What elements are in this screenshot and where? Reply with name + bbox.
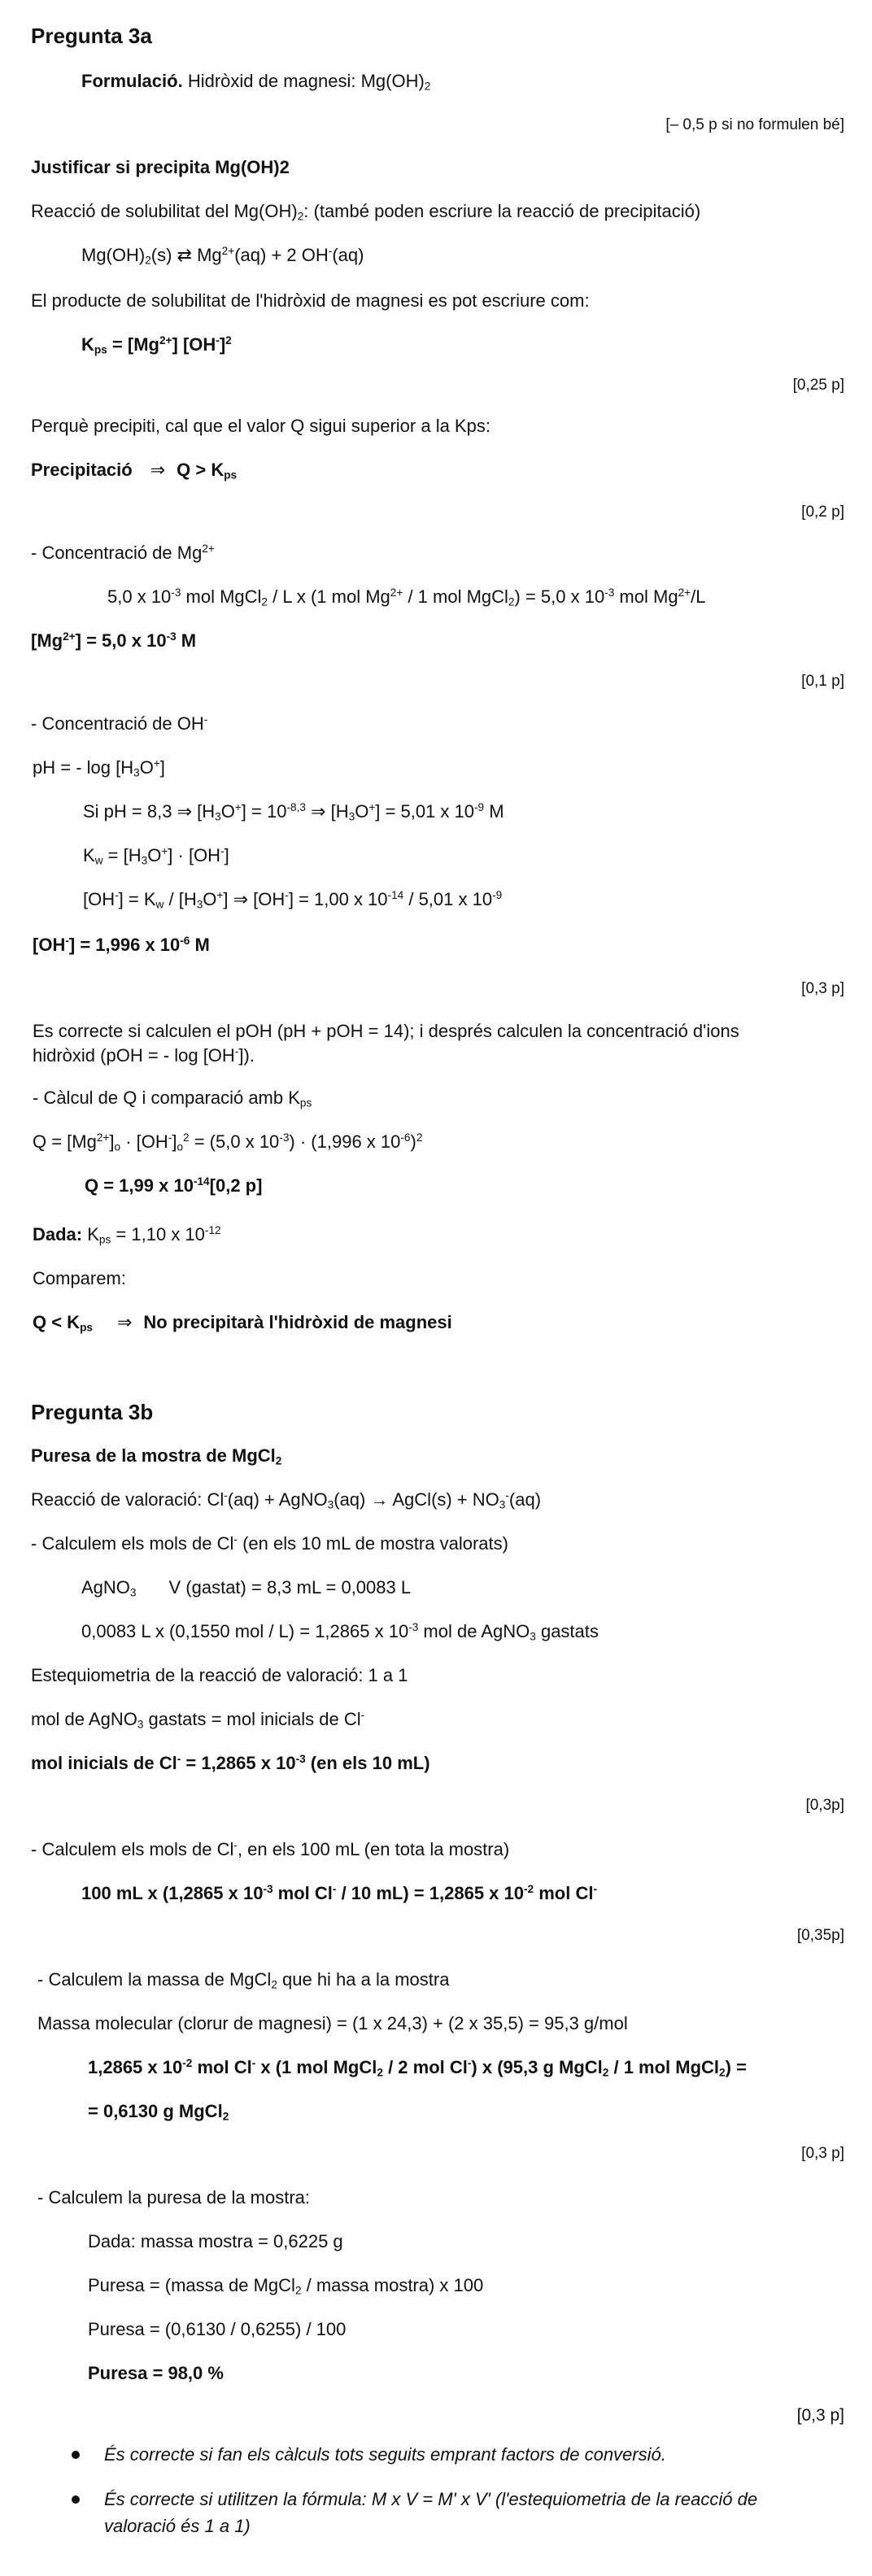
precip-intro: Perquè precipiti, cal que el valor Q sigui superior a la Kps: <box>31 416 490 436</box>
score-oh: [0,3 p] <box>801 980 844 997</box>
poh-note-line2: hidròxid (pOH = - log [OH-]). <box>33 1044 255 1066</box>
formulation-line: Formulació. Hidròxid de magnesi: $Mg(OH)_2$ <box>81 71 431 93</box>
ksp-expression: $K_{ps} = [Mg^{2+}]$ $[OH^-]^2$ <box>81 333 232 356</box>
score-3b-2: [0,35p] <box>796 1927 844 1944</box>
question-3a-title: Pregunta 3a <box>31 24 152 48</box>
initial-mol-result: mol inicials de Cl- = 1,2865 x $10^{-3}$ (en els 10 mL) <box>31 1752 430 1773</box>
agno3-volume: AgNO$_3$ V (gastat) = 8,3 mL = 0,0083 L <box>81 1577 412 1599</box>
solubility-equation: $Mg(OH)_2(s)$ ⇄ $Mg^{2+}(aq) + 2$ OH-(aq) <box>81 244 364 267</box>
precip-condition: Precipitació ⇒ $Q > K_{ps}$ <box>31 460 238 482</box>
ksp-given: Dada: $K_{ps} = 1,10$ x $10^{-12}$ <box>33 1223 221 1246</box>
purity-formula: Puresa = (massa de MgCl$_2$ / massa mostra) x 100 <box>88 2275 484 2297</box>
sample-mass-given: Dada: massa mostra = 0,6225 g <box>88 2231 343 2251</box>
mol-equivalence: mol de AgNO$_3$ gastats = mol inicials de Cl- <box>31 1708 365 1731</box>
justify-heading: Justificar si precipita Mg(OH)2 <box>31 157 290 177</box>
score-mg: [0,1 p] <box>801 673 844 690</box>
note-bullet-2-line2: valoració és 1 a 1) <box>104 2516 251 2536</box>
mg-concentration-result: $[Mg^{2+}] = 5,0$ x $10^{-3}$ M <box>31 630 197 651</box>
score-formulation: [– 0,5 p si no formulen bé] <box>665 116 844 133</box>
conclusion-3a: $Q < K_{ps}$ ⇒ No precipitarà l'hidròxid de magnesi <box>33 1312 452 1334</box>
molar-mass-line: Massa molecular (clorur de magnesi) = (1 x 24,3) + (2 x 35,5) = 95,3 g/mol <box>37 2013 628 2033</box>
bullet-1 <box>72 2451 80 2459</box>
kw-expression: $K_w = [H_3O^+] \cdot [OH^-]$ <box>83 844 229 867</box>
titration-reaction: Reacció de valoració: Cl-(aq) + AgNO$_3$(aq) → AgCl(s) + $NO_3^-(aq)$ <box>31 1489 542 1511</box>
mass-mgcl2-result: = 0,6130 g MgCl$_2$ <box>88 2101 229 2123</box>
mols-cl-label: - Calculem els mols de Cl- (en els 10 mL de mostra valorats) <box>31 1532 508 1554</box>
note-bullet-1: És correcte si fan els càlculs tots seguits emprant factors de conversió. <box>104 2444 666 2465</box>
oh-concentration-result: [OH-] = 1,996 x $10^{-6}$ M <box>33 934 210 955</box>
score-ksp: [0,25 p] <box>792 377 844 394</box>
note-bullet-2-line1: És correcte si utilitzen la fórmula: M x V = M' x V' (l'estequiometria de la reacció de <box>104 2489 758 2509</box>
question-3b-title: Pregunta 3b <box>31 1400 154 1424</box>
agno3-mol-calc: 0,0083 L x (0,1550 mol / L) = 1,2865 x $10^{-3}$ mol de AgNO$_3$ gastats <box>81 1620 599 1643</box>
score-3b-1: [0,3p] <box>805 1797 844 1814</box>
ksp-intro: El producte de solubilitat de l'hidròxid de magnesi es pot escriure com: <box>31 290 590 311</box>
score-3b-4: [0,3 p] <box>796 2406 844 2425</box>
mg-concentration-calc: 5,0 x $10^{-3}$ mol MgCl$_2$ / L x (1 mol $Mg^{2+} / 1$ mol MgCl$_2$) = 5,0 x $10^{-3}$ mol $Mg^{2+}/L$ <box>107 586 706 608</box>
q-result: Q = 1,99 x $10^{-14}[0,2$ p] <box>85 1175 263 1196</box>
purity-result: Puresa = 98,0 % <box>88 2363 224 2383</box>
h3o-calc: Si pH = 8,3 ⇒ $[H_3O^+] = 10^{-8,3}$ ⇒ $[H_3O^+] = 5,01$ x $10^{-9}$ M <box>83 800 504 823</box>
score-3b-3: [0,3 p] <box>801 2145 844 2162</box>
purity-label: - Calculem la puresa de la mostra: <box>37 2187 311 2208</box>
poh-note-line1: Es correcte si calculen el pOH (pH + pOH = 14); i després calculen la concentració d'ions <box>33 1021 739 1041</box>
comparem-label: Comparem: <box>33 1268 126 1288</box>
score-precip: [0,2 p] <box>801 503 844 521</box>
q-expression: $Q = [Mg^{2+}]_o \cdot [OH^-]_o^2 = (5,0$ x $10^{-3}) \cdot (1,996$ x $10^{-6})^2$ <box>33 1131 423 1153</box>
bullet-2 <box>72 2495 80 2504</box>
mols-100ml-calc: 100 mL x (1,2865 x $10^{-3}$ mol Cl- / 10 mL) = 1,2865 x $10^{-2}$ mol Cl- <box>81 1882 598 1903</box>
oh-calc: $[OH^-] = K_w / [H_3O^+]$ ⇒ [OH-] = 1,00 x $10^{-14} / 5,01$ x $10^{-9}$ <box>83 888 503 911</box>
mg-concentration-label: - Concentració de $Mg^{2+}$ <box>31 542 215 563</box>
solubility-reaction-intro: Reacció de solubilitat del $Mg(OH)_2$: (també poden escriure la reacció de precipitació) <box>31 201 701 223</box>
mass-mgcl2-calc: 1,2865 x $10^{-2}$ mol Cl- x (1 mol MgCl$_2$ / 2 mol Cl-) x (95,3 g MgCl$_2$ / 1 mol MgCl$_2$) = <box>88 2056 747 2079</box>
q-calc-label: - Càlcul de Q i comparació amb $K_{ps}$ <box>33 1087 312 1109</box>
mols-100ml-label: - Calculem els mols de Cl-, en els 100 mL (en tota la mostra) <box>31 1838 510 1859</box>
oh-concentration-label: - Concentració de OH- <box>31 713 208 734</box>
ph-definition: pH = - $\log [H_3O^+]$ <box>33 756 165 779</box>
purity-calc: Puresa = (0,6130 / 0,6255) / 100 <box>88 2319 347 2339</box>
mass-mgcl2-label: - Calculem la massa de MgCl$_2$ que hi ha a la mostra <box>37 1969 450 1991</box>
purity-heading: Puresa de la mostra de MgCl$_2$ <box>31 1445 282 1467</box>
stoichiometry-note: Estequiometria de la reacció de valoració: 1 a 1 <box>31 1665 408 1685</box>
